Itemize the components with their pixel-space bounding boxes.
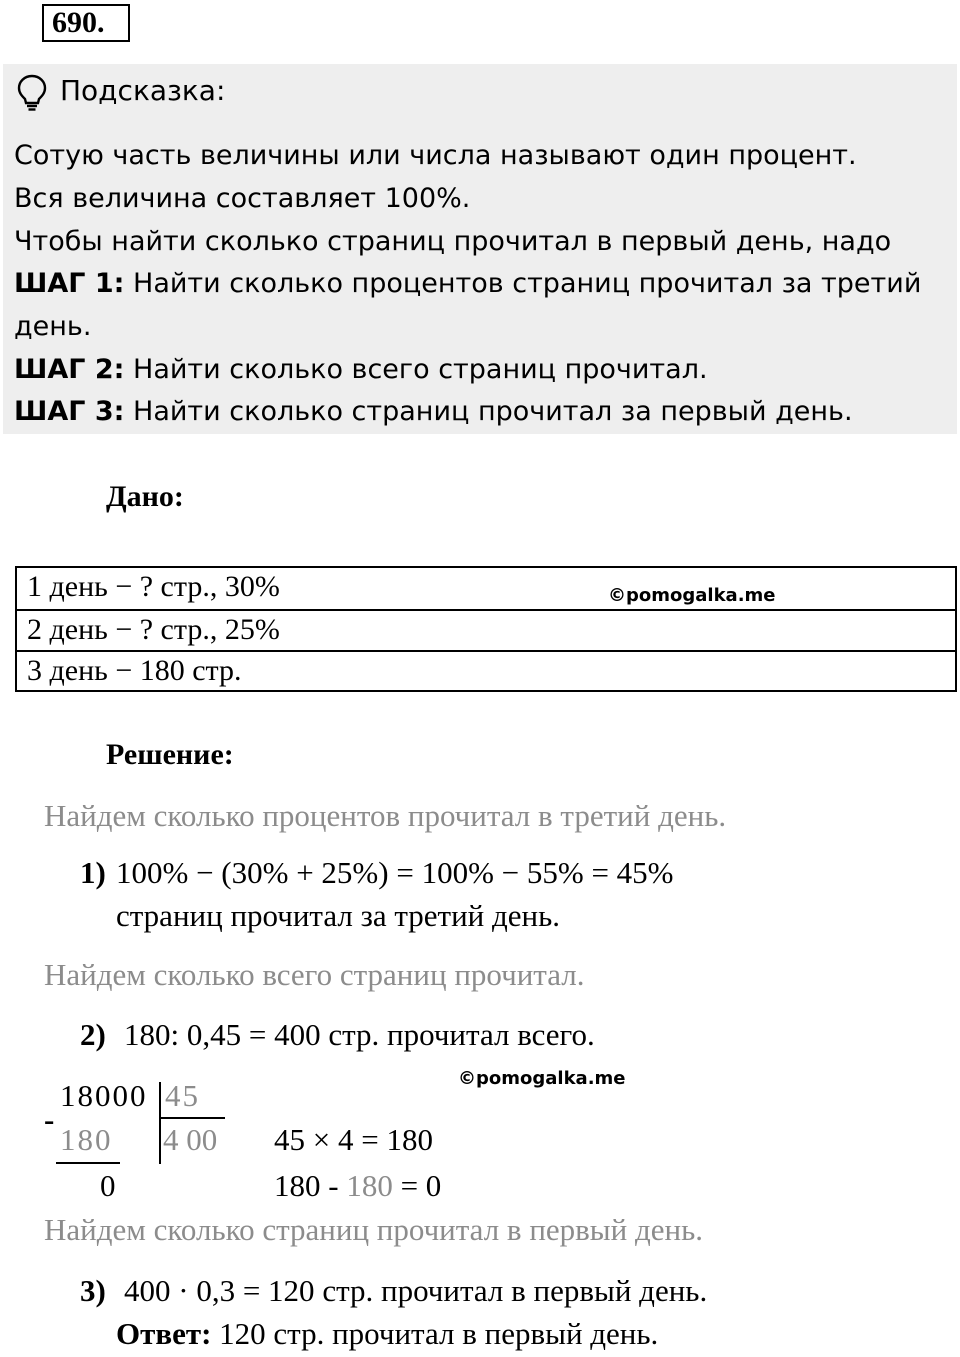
division-check: 45 × 4 = 180	[274, 1122, 433, 1157]
division-dividend: 18000	[60, 1078, 148, 1113]
division-divisor: 45	[165, 1078, 200, 1113]
answer-line	[116, 1316, 658, 1352]
given-row-text: 1 день − ? стр., 30%	[27, 570, 280, 603]
given-row	[17, 568, 955, 610]
division-check-part: = 0	[392, 1168, 442, 1203]
hint-line	[14, 226, 891, 257]
solution-note: Найдем сколько всего страниц прочитал.	[44, 957, 585, 992]
given-table	[15, 566, 957, 692]
answer-text: 120 стр. прочитал в первый день.	[211, 1316, 659, 1351]
given-row-text: 2 день − ? стр., 25%	[27, 613, 280, 646]
watermark: ©pomogalka.me	[608, 585, 776, 606]
given-row	[17, 650, 955, 692]
hint-step-label: ШАГ 1:	[14, 268, 125, 299]
step-expression-value: 180: 0,45 = 400	[124, 1017, 321, 1052]
step-text: страниц прочитал за третий день.	[116, 898, 561, 933]
solution-note: Найдем сколько процентов прочитал в третий день.	[44, 798, 727, 833]
hint-line-text: Найти сколько всего страниц прочитал.	[124, 354, 708, 385]
step-text: стр. прочитал всего.	[320, 1017, 595, 1052]
hint-line-text: день.	[14, 311, 92, 342]
watermark: ©pomogalka.me	[458, 1068, 626, 1089]
step-number: 2)	[80, 1017, 106, 1052]
division-vertical-line	[159, 1082, 161, 1164]
solution-note: Найдем сколько страниц прочитал в первый день.	[44, 1212, 703, 1247]
answer-label: Ответ:	[116, 1316, 212, 1351]
step-number: 1)	[80, 855, 106, 890]
step-expression	[124, 1017, 595, 1053]
given-row	[17, 609, 955, 651]
hint-line	[14, 354, 708, 385]
division-check-part: 180	[346, 1168, 393, 1203]
given-heading: Дано:	[106, 480, 184, 513]
step-expression-value: 400 · 0,3 = 120	[124, 1273, 315, 1308]
hint-line	[14, 183, 470, 214]
lightbulb-icon	[16, 74, 48, 112]
task-number: 690.	[52, 6, 105, 39]
step-text: стр. прочитал в первый день.	[314, 1273, 708, 1308]
step-number: 3)	[80, 1273, 106, 1308]
division-remainder: 0	[100, 1168, 116, 1203]
division-minus-sign: -	[44, 1102, 55, 1137]
hint-step-label: ШАГ 3:	[14, 396, 125, 427]
division-subtraction-line	[56, 1162, 120, 1164]
hint-line-text: Найти сколько процентов страниц прочитал за третий	[124, 268, 922, 299]
given-row-text: 3 день − 180 стр.	[27, 654, 242, 687]
hint-line	[14, 140, 857, 171]
hint-line-text: Вся величина составляет 100%.	[14, 183, 471, 214]
hint-step-label: ШАГ 2:	[14, 354, 125, 385]
hint-line	[14, 268, 921, 299]
hint-line-text: Найти сколько страниц прочитал за первый день.	[124, 396, 853, 427]
hint-line	[14, 396, 853, 427]
division-subtrahend: 180	[60, 1122, 113, 1157]
division-check-part: 180 -	[274, 1168, 347, 1203]
step-expression	[124, 1273, 707, 1309]
hint-line-text: Чтобы найти сколько страниц прочитал в первый день, надо	[14, 226, 892, 257]
division-quotient-line	[159, 1117, 225, 1119]
division-quotient: 4 00	[163, 1122, 218, 1157]
division-check	[274, 1168, 441, 1204]
hint-line	[14, 311, 91, 342]
step-expression: 100% − (30% + 25%) = 100% − 55% = 45%	[116, 855, 674, 890]
hint-line-text: Сотую часть величины или числа называют один процент.	[14, 140, 857, 171]
solution-heading: Решение:	[106, 738, 234, 771]
hint-title: Подсказка:	[60, 74, 226, 107]
